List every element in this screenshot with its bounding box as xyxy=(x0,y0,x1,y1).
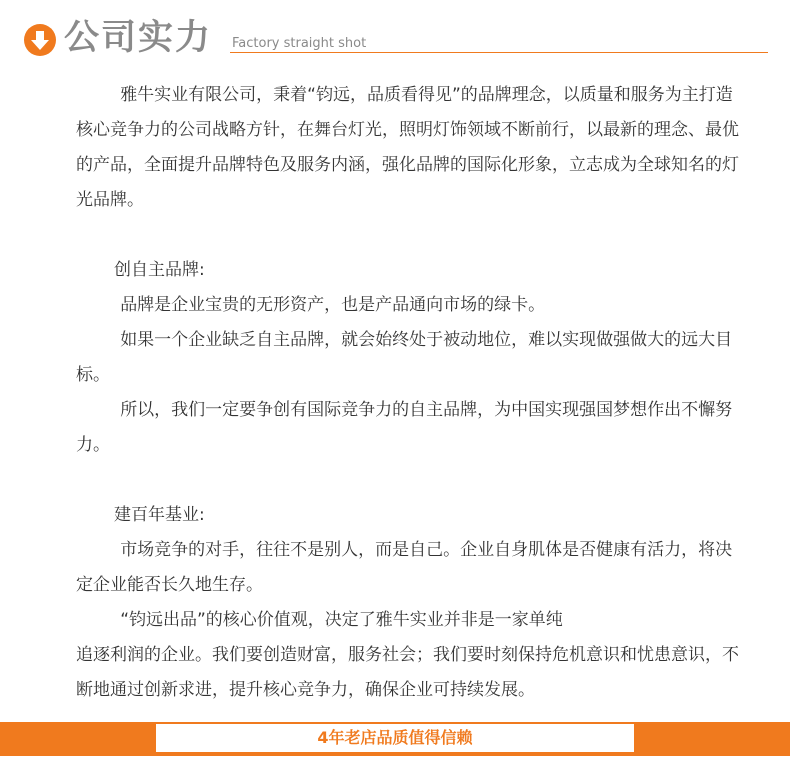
intro-paragraph: 雅牛实业有限公司，秉着“钧远，品质看得见”的品牌理念，以质量和服务为主打造核心竞争力的公司战略方针，在舞台灯光，照明灯饰领域不断前行，以最新的理念、最优的产品，全面提升品牌特色及服务内涵，强化品牌的国际化形象，立志成为全球知名的灯光品牌。 xyxy=(76,85,739,210)
section-subtitle: Factory straight shot xyxy=(232,36,367,51)
brand-paragraph: 如果一个企业缺乏自主品牌，就会始终处于被动地位，难以实现做强做大的远大目标。 xyxy=(76,330,733,385)
company-description xyxy=(76,78,744,708)
brand-section-heading: 创自主品牌: xyxy=(114,260,205,280)
section-header xyxy=(0,0,790,66)
brand-paragraph: 品牌是企业宝贵的无形资产，也是产品通向市场的绿卡。 xyxy=(120,295,546,315)
footer-slogan: 4年老店品质值得信赖 xyxy=(156,724,634,752)
spacer xyxy=(76,218,744,253)
footer-banner xyxy=(0,722,790,756)
spacer xyxy=(76,463,744,498)
down-arrow-circle-icon xyxy=(24,24,56,56)
header-divider xyxy=(230,52,768,53)
century-paragraph: “钧远出品”的核心价值观，决定了雅牛实业并非是一家单纯 xyxy=(120,610,563,630)
brand-paragraph: 所以，我们一定要争创有国际竞争力的自主品牌，为中国实现强国梦想作出不懈努力。 xyxy=(76,400,733,455)
century-paragraph: 市场竞争的对手，往往不是别人，而是自己。企业自身肌体是否健康有活力，将决定企业能否长久地生存。 xyxy=(76,540,733,595)
century-section-heading: 建百年基业: xyxy=(114,505,205,525)
century-paragraph: 追逐利润的企业。我们要创造财富，服务社会；我们要时刻保持危机意识和忧患意识，不断地通过创新求进，提升核心竞争力，确保企业可持续发展。 xyxy=(76,645,739,700)
section-title: 公司实力 xyxy=(64,18,213,58)
